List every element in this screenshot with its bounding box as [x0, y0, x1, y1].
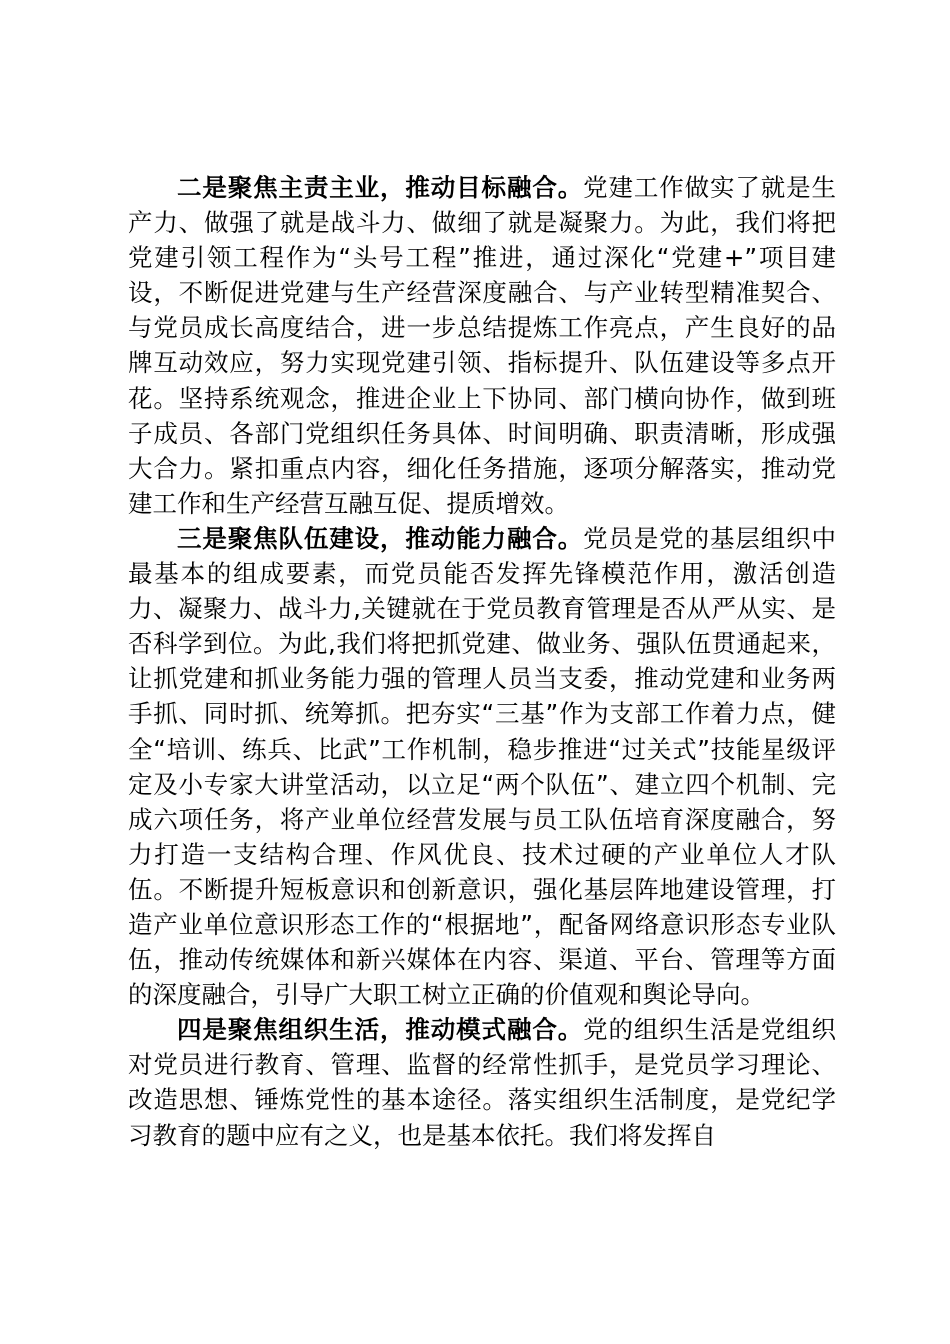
paragraph-heading: 二是聚焦主责主业，推动目标融合。	[177, 173, 584, 202]
paragraph-text: 党员是党的基层组织中最基本的组成要素，而党员能否发挥先锋模范作用，激活创造力、凝聚力、战斗力,关键就在于党员教育管理是否从严从实、是否科学到位。为此,我们将把抓党建、做业务、强队伍贯通起来，让抓党建和抓业务能力强的管理人员当支委，推动党建和业务两手抓、同时抓、统筹抓。把夯实“三基”作为支部工作着力点，健全“培训、练兵、比武”工作机制，稳步推进“过关式”技能星级评定及小专家大讲堂活动，以立足“两个队伍”、建立四个机制、完成六项任务，将产业单位经营发展与员工队伍培育深度融合，努力打造一支结构合理、作风优良、技术过硬的产业单位人才队伍。不断提升短板意识和创新意识，强化基层阵地建设管理，打造产业单位意识形态工作的“根据地”，配备网络意识形态专业队伍，推动传统媒体和新兴媒体在内容、渠道、平台、管理等方面的深度融合，引导广大职工树立正确的价值观和舆论导向。	[128, 523, 836, 1010]
paragraph-4	[128, 1012, 836, 1152]
paragraph-2	[128, 170, 836, 521]
paragraph-heading: 三是聚焦队伍建设，推动能力融合。	[177, 523, 584, 553]
paragraph-text: 党的组织生活是党组织对党员进行教育、管理、监督的经常性抓手，是党员学习理论、改造思想、锤炼党性的基本途径。落实组织生活制度，是党纪学习教育的题中应有之义，也是基本依托。我们将发挥自	[128, 1015, 836, 1150]
paragraph-3	[128, 521, 836, 1012]
document-body	[128, 170, 836, 1153]
paragraph-heading: 四是聚焦组织生活，推动模式融合。	[177, 1015, 584, 1045]
paragraph-text: 党建工作做实了就是生产力、做强了就是战斗力、做细了就是凝聚力。为此，我们将把党建引领工程作为“头号工程”推进，通过深化“党建+”项目建设，不断促进党建与生产经营深度融合、与产业转型精准契合、与党员成长高度结合，进一步总结提炼工作亮点，产生良好的品牌互动效应，努力实现党建引领、指标提升、队伍建设等多点开花。坚持系统观念，推进企业上下协同、部门横向协作，做到班子成员、各部门党组织任务具体、时间明确、职责清晰，形成强大合力。紧扣重点内容，细化任务措施，逐项分解落实，推动党建工作和生产经营互融互促、提质增效。	[128, 173, 836, 518]
